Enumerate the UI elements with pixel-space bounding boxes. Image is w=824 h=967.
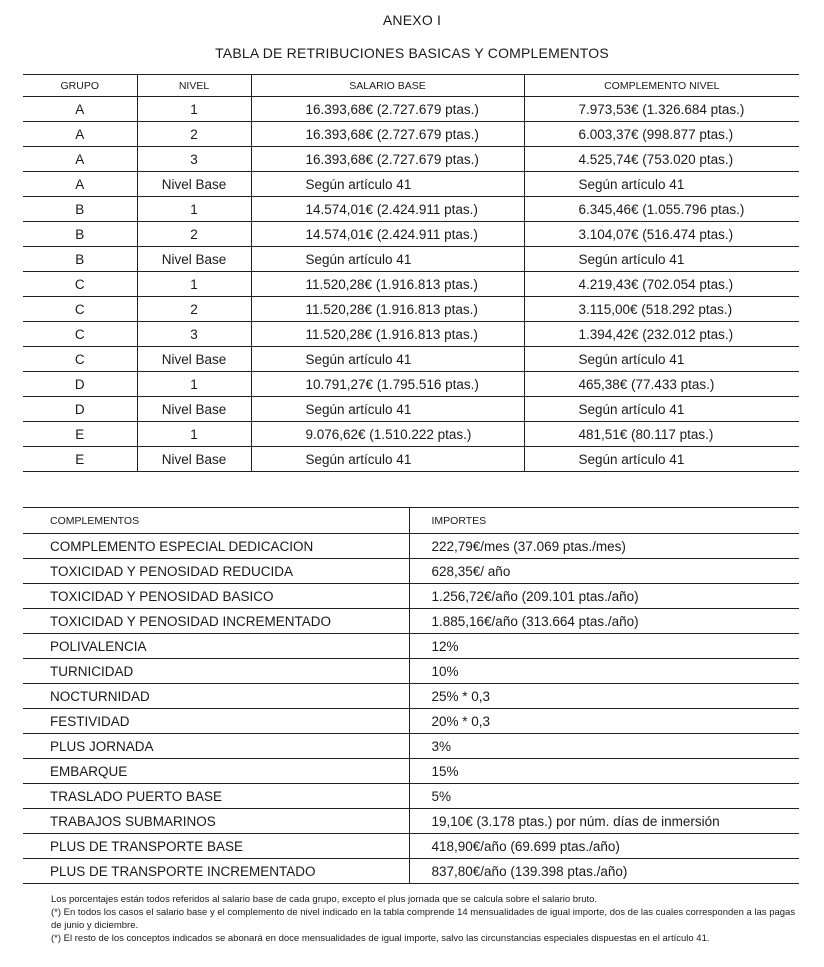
complemento-nivel-cell: 6.003,37€ (998.877 ptas.): [524, 122, 799, 147]
grupo-cell: A: [23, 147, 137, 172]
nivel-cell: 1: [137, 197, 251, 222]
table-row: [23, 222, 799, 247]
nivel-cell: Nivel Base: [137, 247, 251, 272]
grupo-cell: C: [23, 297, 137, 322]
table-row: [23, 709, 799, 734]
complemento-cell: PLUS DE TRANSPORTE INCREMENTADO: [23, 859, 409, 884]
complemento-nivel-cell: 4.525,74€ (753.020 ptas.): [524, 147, 799, 172]
header-salario-base: SALARIO BASE: [251, 75, 524, 97]
complemento-cell: TURNICIDAD: [23, 659, 409, 684]
grupo-cell: B: [23, 247, 137, 272]
importe-cell: 3%: [409, 734, 799, 759]
complemento-nivel-cell: 481,51€ (80.117 ptas.): [524, 422, 799, 447]
complements-table-header: [23, 508, 799, 534]
nivel-cell: 1: [137, 97, 251, 122]
document-title: TABLA DE RETRIBUCIONES BASICAS Y COMPLEMENTOS: [215, 45, 609, 61]
complemento-nivel-cell: 3.104,07€ (516.474 ptas.): [524, 222, 799, 247]
nivel-cell: 1: [137, 372, 251, 397]
importe-cell: 222,79€/mes (37.069 ptas./mes): [409, 534, 799, 559]
salario-base-cell: 16.393,68€ (2.727.679 ptas.): [251, 147, 524, 172]
complemento-cell: FESTIVIDAD: [23, 709, 409, 734]
footnote-other-payments: (*) El resto de los conceptos indicados se abonará en doce mensualidades de igual importe, salvo las circunstancias especiales dispuestas en el artículo 41.: [51, 933, 710, 944]
importe-cell: 19,10€ (3.178 ptas.) por núm. días de inmersión: [409, 809, 799, 834]
salario-base-cell: Según artículo 41: [251, 247, 524, 272]
complemento-cell: TOXICIDAD Y PENOSIDAD INCREMENTADO: [23, 609, 409, 634]
table-row: [23, 122, 799, 147]
complemento-cell: PLUS DE TRANSPORTE BASE: [23, 834, 409, 859]
salario-base-cell: 10.791,27€ (1.795.516 ptas.): [251, 372, 524, 397]
table-row: [23, 147, 799, 172]
salario-base-cell: 11.520,28€ (1.916.813 ptas.): [251, 297, 524, 322]
table-row: [23, 372, 799, 397]
complemento-nivel-cell: 465,38€ (77.433 ptas.): [524, 372, 799, 397]
table-row: [23, 659, 799, 684]
nivel-cell: Nivel Base: [137, 447, 251, 472]
salario-base-cell: Según artículo 41: [251, 447, 524, 472]
complemento-cell: EMBARQUE: [23, 759, 409, 784]
grupo-cell: C: [23, 322, 137, 347]
table-row: [23, 247, 799, 272]
table-row: [23, 197, 799, 222]
salario-base-cell: 14.574,01€ (2.424.911 ptas.): [251, 197, 524, 222]
table-row: [23, 397, 799, 422]
table-row: [23, 809, 799, 834]
importe-cell: 25% * 0,3: [409, 684, 799, 709]
nivel-cell: Nivel Base: [137, 172, 251, 197]
salario-base-cell: 14.574,01€ (2.424.911 ptas.): [251, 222, 524, 247]
footnote-percentages: Los porcentajes están todos referidos al salario base de cada grupo, excepto el plus jornada que se calcula sobre el salario bruto.: [51, 894, 598, 905]
complemento-cell: COMPLEMENTO ESPECIAL DEDICACION: [23, 534, 409, 559]
salario-base-cell: Según artículo 41: [251, 172, 524, 197]
table-row: [23, 784, 799, 809]
complemento-nivel-cell: Según artículo 41: [524, 447, 799, 472]
annex-heading: ANEXO I: [382, 12, 442, 28]
nivel-cell: 2: [137, 222, 251, 247]
grupo-cell: D: [23, 397, 137, 422]
grupo-cell: E: [23, 447, 137, 472]
grupo-cell: A: [23, 122, 137, 147]
table-row: [23, 97, 799, 122]
table-row: [23, 297, 799, 322]
importe-cell: 628,35€/ año: [409, 559, 799, 584]
grupo-cell: A: [23, 97, 137, 122]
table-row: [23, 534, 799, 559]
nivel-cell: 2: [137, 297, 251, 322]
table-row: [23, 609, 799, 634]
nivel-cell: 2: [137, 122, 251, 147]
nivel-cell: 1: [137, 422, 251, 447]
table-row: [23, 559, 799, 584]
table-row: [23, 759, 799, 784]
importe-cell: 10%: [409, 659, 799, 684]
nivel-cell: 3: [137, 147, 251, 172]
complemento-nivel-cell: 7.973,53€ (1.326.684 ptas.): [524, 97, 799, 122]
complemento-cell: TRABAJOS SUBMARINOS: [23, 809, 409, 834]
grupo-cell: C: [23, 347, 137, 372]
header-importes: IMPORTES: [409, 508, 799, 534]
table-row: [23, 684, 799, 709]
header-grupo: GRUPO: [23, 75, 137, 97]
salary-table-header: [23, 75, 799, 97]
complemento-cell: TOXICIDAD Y PENOSIDAD REDUCIDA: [23, 559, 409, 584]
nivel-cell: Nivel Base: [137, 397, 251, 422]
header-complementos: COMPLEMENTOS: [23, 508, 409, 534]
salario-base-cell: 16.393,68€ (2.727.679 ptas.): [251, 122, 524, 147]
grupo-cell: E: [23, 422, 137, 447]
importe-cell: 12%: [409, 634, 799, 659]
table-row: [23, 859, 799, 884]
footnotes: [23, 893, 799, 945]
grupo-cell: D: [23, 372, 137, 397]
table-row: [23, 422, 799, 447]
table-row: [23, 834, 799, 859]
complemento-cell: NOCTURNIDAD: [23, 684, 409, 709]
complemento-nivel-cell: 3.115,00€ (518.292 ptas.): [524, 297, 799, 322]
complemento-nivel-cell: 4.219,43€ (702.054 ptas.): [524, 272, 799, 297]
salario-base-cell: 9.076,62€ (1.510.222 ptas.): [251, 422, 524, 447]
grupo-cell: B: [23, 197, 137, 222]
table-row: [23, 347, 799, 372]
complemento-cell: POLIVALENCIA: [23, 634, 409, 659]
complemento-nivel-cell: Según artículo 41: [524, 172, 799, 197]
complemento-nivel-cell: 6.345,46€ (1.055.796 ptas.): [524, 197, 799, 222]
salario-base-cell: Según artículo 41: [251, 347, 524, 372]
importe-cell: 5%: [409, 784, 799, 809]
importe-cell: 1.256,72€/año (209.101 ptas./año): [409, 584, 799, 609]
salario-base-cell: 11.520,28€ (1.916.813 ptas.): [251, 322, 524, 347]
complemento-nivel-cell: Según artículo 41: [524, 397, 799, 422]
complemento-nivel-cell: Según artículo 41: [524, 247, 799, 272]
header-complemento-nivel: COMPLEMENTO NIVEL: [524, 75, 799, 97]
table-row: [23, 272, 799, 297]
salario-base-cell: Según artículo 41: [251, 397, 524, 422]
salary-table: [23, 74, 799, 472]
complemento-cell: TRASLADO PUERTO BASE: [23, 784, 409, 809]
importe-cell: 1.885,16€/año (313.664 ptas./año): [409, 609, 799, 634]
table-row: [23, 734, 799, 759]
complemento-cell: TOXICIDAD Y PENOSIDAD BASICO: [23, 584, 409, 609]
complemento-nivel-cell: 1.394,42€ (232.012 ptas.): [524, 322, 799, 347]
importe-cell: 15%: [409, 759, 799, 784]
importe-cell: 837,80€/año (139.398 ptas./año): [409, 859, 799, 884]
complements-table: [23, 507, 799, 884]
complemento-nivel-cell: Según artículo 41: [524, 347, 799, 372]
grupo-cell: C: [23, 272, 137, 297]
importe-cell: 418,90€/año (69.699 ptas./año): [409, 834, 799, 859]
header-nivel: NIVEL: [137, 75, 251, 97]
table-row: [23, 322, 799, 347]
nivel-cell: 3: [137, 322, 251, 347]
nivel-cell: 1: [137, 272, 251, 297]
table-row: [23, 634, 799, 659]
salario-base-cell: 16.393,68€ (2.727.679 ptas.): [251, 97, 524, 122]
salario-base-cell: 11.520,28€ (1.916.813 ptas.): [251, 272, 524, 297]
importe-cell: 20% * 0,3: [409, 709, 799, 734]
table-row: [23, 447, 799, 472]
table-row: [23, 584, 799, 609]
grupo-cell: A: [23, 172, 137, 197]
complemento-cell: PLUS JORNADA: [23, 734, 409, 759]
footnote-salary-payments: (*) En todos los casos el salario base y el complemento de nivel indicado en la tabla comprende 14 mensualidades de igual importe, dos de las cuales corresponden a las pagas de junio y diciembre.: [51, 907, 796, 931]
table-row: [23, 172, 799, 197]
nivel-cell: Nivel Base: [137, 347, 251, 372]
grupo-cell: B: [23, 222, 137, 247]
